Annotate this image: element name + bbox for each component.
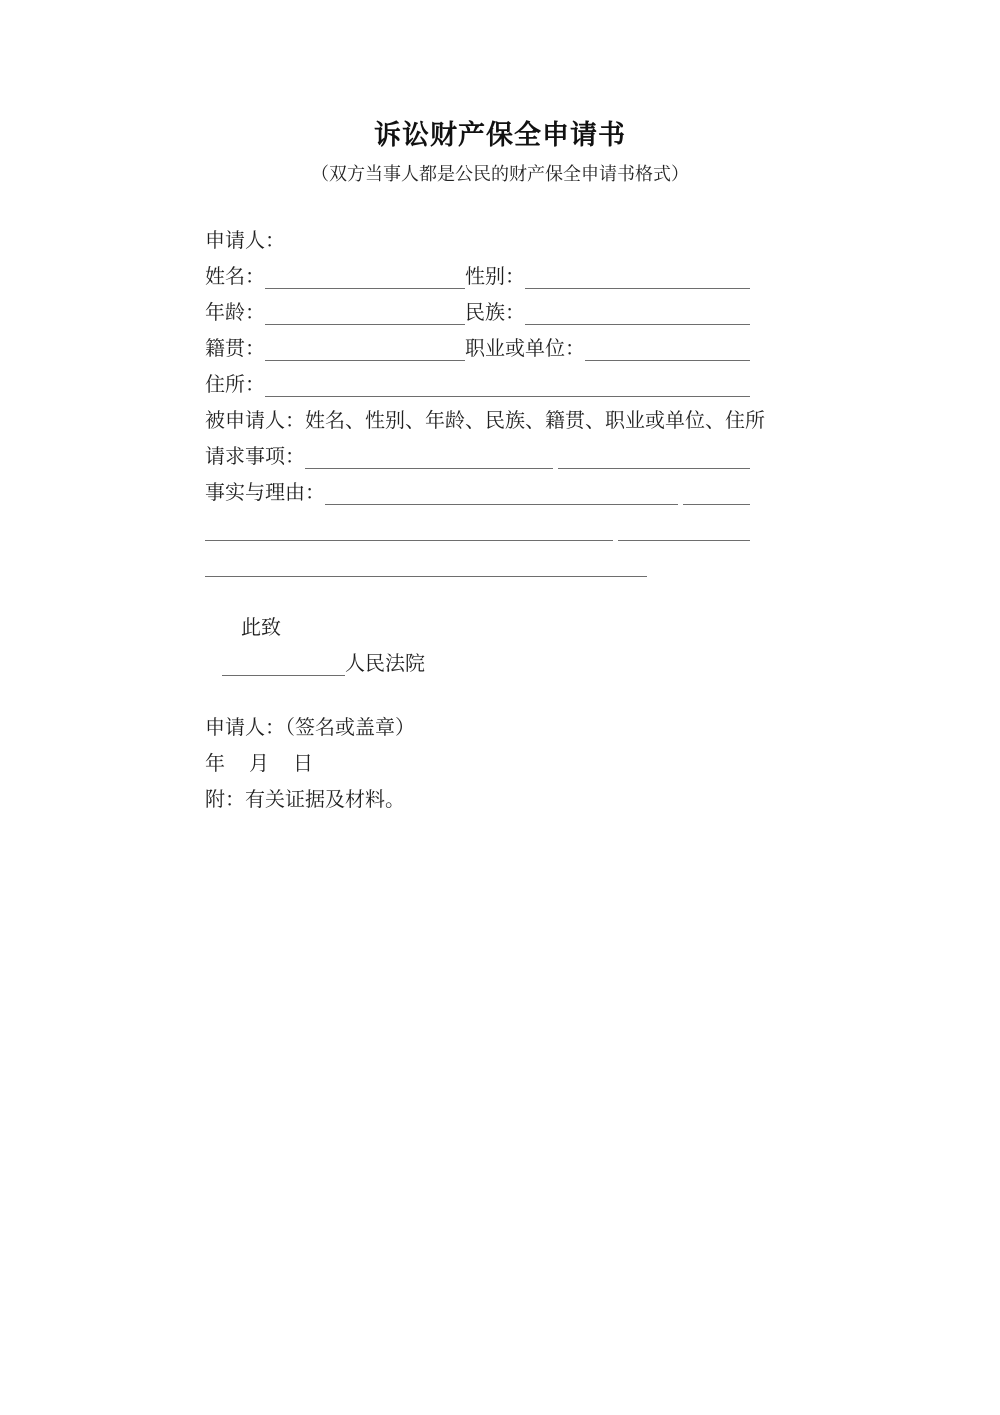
name-label: 姓名： <box>205 266 265 288</box>
facts-label: 事实与理由： <box>205 482 325 504</box>
section-spacer <box>205 583 750 610</box>
age-label: 年龄： <box>205 302 265 324</box>
occupation-field <box>465 331 750 367</box>
salutation-text: 此致 <box>241 617 281 639</box>
address-label: 住所： <box>205 374 265 396</box>
facts-continuation-line-1b <box>618 511 750 547</box>
applicant-section-row <box>205 223 750 259</box>
facts-row <box>205 475 750 511</box>
request-blank-line <box>305 439 553 475</box>
gender-label: 性别： <box>465 266 525 288</box>
respondent-instruction-text: 被申请人：姓名、性别、年龄、民族、籍贯、职业或单位、住所 <box>205 410 765 432</box>
native-place-field <box>205 331 465 367</box>
signer-row <box>205 710 750 746</box>
address-blank-line <box>265 367 750 403</box>
age-field <box>205 295 465 331</box>
occupation-label: 职业或单位： <box>465 338 585 360</box>
native-place-label: 籍贯： <box>205 338 265 360</box>
ethnic-label: 民族： <box>465 302 525 324</box>
date-row <box>205 746 750 782</box>
nativeplace-occupation-row <box>205 331 750 367</box>
section-spacer <box>205 682 750 710</box>
document-header <box>0 0 1000 187</box>
name-field <box>205 259 465 295</box>
form-body <box>205 223 765 818</box>
signer-line-text: 申请人：（签名或盖章） <box>205 717 415 739</box>
applicant-section-label: 申请人： <box>205 230 285 252</box>
facts-blank-line <box>325 475 678 511</box>
salutation-row <box>205 610 750 646</box>
court-name-blank-line <box>222 646 345 682</box>
court-suffix-text: 人民法院 <box>345 653 425 675</box>
address-row <box>205 367 750 403</box>
attachment-line-text: 附：有关证据及材料。 <box>205 789 405 811</box>
facts-blank-line-2 <box>683 475 750 511</box>
attachment-row <box>205 782 750 818</box>
facts-continuation-row-1 <box>205 511 750 547</box>
gender-field <box>465 259 750 295</box>
gender-blank-line <box>525 259 750 295</box>
court-row <box>205 646 750 682</box>
age-ethnic-row <box>205 295 750 331</box>
respondent-row <box>205 403 765 439</box>
native-place-blank-line <box>265 331 465 367</box>
name-blank-line <box>265 259 465 295</box>
facts-continuation-line-1a <box>205 511 613 547</box>
page-subtitle: （双方当事人都是公民的财产保全申请书格式） <box>311 164 689 184</box>
request-blank-line-2 <box>558 439 750 475</box>
occupation-blank-line <box>585 331 750 367</box>
request-label: 请求事项： <box>205 446 305 468</box>
name-gender-row <box>205 259 750 295</box>
facts-continuation-row-2 <box>205 547 750 583</box>
page-title: 诉讼财产保全申请书 <box>374 120 626 150</box>
ethnic-blank-line <box>525 295 750 331</box>
age-blank-line <box>265 295 465 331</box>
date-line-text: 年 月 日 <box>205 753 315 775</box>
request-row <box>205 439 750 475</box>
ethnic-field <box>465 295 750 331</box>
facts-continuation-line-2 <box>205 547 647 583</box>
